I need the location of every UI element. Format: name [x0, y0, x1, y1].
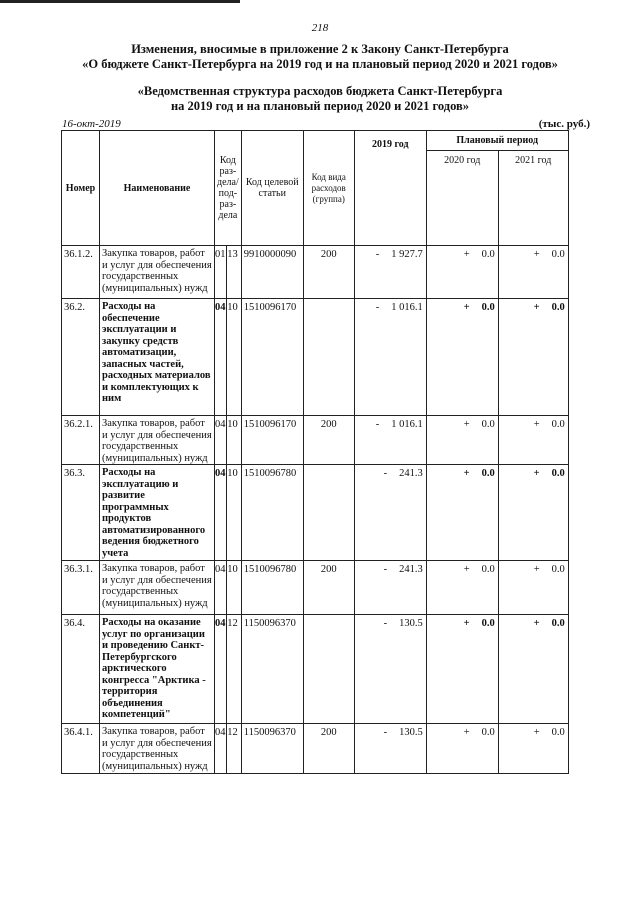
- row-csr: 1510096170: [241, 299, 303, 416]
- table-row: [62, 416, 569, 465]
- row-vr: 200: [303, 561, 354, 615]
- amount-value: 0.0: [551, 468, 565, 479]
- header-vr: Код вида расходов (группа): [303, 131, 354, 246]
- row-vr: [303, 465, 354, 561]
- amount-sign: +: [533, 468, 540, 479]
- row-razdel: 01: [215, 246, 227, 299]
- amount-sign: +: [463, 727, 470, 738]
- row-number: 36.2.: [62, 299, 100, 416]
- row-name: Закупка товаров, работ и услуг для обеспечения государственных (муниципальных) нужд: [100, 416, 215, 465]
- row-number: 36.3.: [62, 465, 100, 561]
- amount-sign: +: [533, 564, 540, 575]
- row-amount-2020: [426, 299, 498, 416]
- row-csr: 1150096370: [241, 615, 303, 724]
- row-podrazdel: 13: [226, 246, 241, 299]
- amount-value: 1 016.1: [391, 419, 423, 430]
- header-2021: 2021 год: [498, 151, 568, 246]
- row-amount-2021: [498, 465, 568, 561]
- amount-sign: -: [375, 419, 380, 430]
- amount-sign: +: [533, 618, 540, 629]
- amount-sign: +: [463, 564, 470, 575]
- row-vr: [303, 615, 354, 724]
- row-number: 36.4.: [62, 615, 100, 724]
- row-amount-2019: [354, 724, 426, 774]
- amount-value: 0.0: [551, 727, 565, 738]
- subheading-line-1: «Ведомственная структура расходов бюджета Санкт-Петербурга: [137, 84, 503, 98]
- amount-sign: +: [463, 618, 470, 629]
- table-row: [62, 561, 569, 615]
- row-razdel: 04: [215, 299, 227, 416]
- amount-sign: -: [383, 564, 388, 575]
- row-csr: 9910000090: [241, 246, 303, 299]
- row-podrazdel: 12: [226, 724, 241, 774]
- scan-edge-line: [0, 0, 240, 3]
- row-razdel: 04: [215, 724, 227, 774]
- row-amount-2019: [354, 299, 426, 416]
- header-razdel: Код раз-дела/ под-раз-дела: [215, 131, 242, 246]
- amount-value: 0.0: [551, 618, 565, 629]
- table-row: [62, 299, 569, 416]
- row-name: Закупка товаров, работ и услуг для обеспечения государственных (муниципальных) нужд: [100, 724, 215, 774]
- table-row: [62, 724, 569, 774]
- row-csr: 1510096780: [241, 465, 303, 561]
- row-name: Закупка товаров, работ и услуг для обеспечения государственных (муниципальных) нужд: [100, 561, 215, 615]
- row-name: Закупка товаров, работ и услуг для обеспечения государственных (муниципальных) нужд: [100, 246, 215, 299]
- row-amount-2021: [498, 416, 568, 465]
- heading-line-1: Изменения, вносимые в приложение 2 к Закону Санкт-Петербурга: [131, 42, 509, 56]
- row-amount-2020: [426, 465, 498, 561]
- document-date: 16-окт-2019: [62, 118, 121, 130]
- amount-value: 0.0: [551, 302, 565, 313]
- amount-value: 130.5: [399, 727, 423, 738]
- header-2020: 2020 год: [426, 151, 498, 246]
- amount-sign: -: [375, 302, 380, 313]
- row-vr: [303, 299, 354, 416]
- row-csr: 1150096370: [241, 724, 303, 774]
- row-amount-2019: [354, 561, 426, 615]
- header-planned-period: Плановый период: [426, 131, 568, 151]
- row-podrazdel: 10: [226, 416, 241, 465]
- amount-sign: +: [463, 302, 470, 313]
- row-podrazdel: 10: [226, 465, 241, 561]
- table-row: [62, 465, 569, 561]
- amount-value: 241.3: [399, 468, 423, 479]
- amount-sign: -: [375, 249, 380, 260]
- row-name: Расходы на эксплуатацию и развитие программных продуктов автоматизированного ведения бюджетного учета: [100, 465, 215, 561]
- document-heading: [0, 42, 640, 72]
- amount-value: 0.0: [481, 419, 495, 430]
- units-label: (тыс. руб.): [538, 118, 590, 130]
- row-amount-2019: [354, 615, 426, 724]
- row-razdel: 04: [215, 561, 227, 615]
- amount-sign: +: [533, 249, 540, 260]
- row-amount-2021: [498, 615, 568, 724]
- amount-sign: -: [383, 727, 388, 738]
- row-vr: 200: [303, 416, 354, 465]
- row-amount-2019: [354, 465, 426, 561]
- amount-value: 0.0: [551, 249, 565, 260]
- table-row: [62, 246, 569, 299]
- heading-line-2: «О бюджете Санкт-Петербурга на 2019 год и на плановый период 2020 и 2021 годов»: [82, 57, 558, 71]
- amount-value: 0.0: [551, 564, 565, 575]
- amount-value: 0.0: [551, 419, 565, 430]
- row-amount-2020: [426, 724, 498, 774]
- header-number: Номер: [62, 131, 100, 246]
- page-number: 218: [311, 22, 329, 34]
- row-amount-2021: [498, 299, 568, 416]
- row-amount-2019: [354, 246, 426, 299]
- amount-sign: +: [463, 419, 470, 430]
- budget-table: [61, 130, 569, 774]
- row-csr: 1510096170: [241, 416, 303, 465]
- amount-value: 0.0: [481, 564, 495, 575]
- amount-sign: +: [463, 468, 470, 479]
- amount-sign: -: [383, 468, 388, 479]
- row-podrazdel: 12: [226, 615, 241, 724]
- amount-value: 1 927.7: [391, 249, 423, 260]
- amount-value: 130.5: [399, 618, 423, 629]
- amount-sign: +: [533, 727, 540, 738]
- row-razdel: 04: [215, 615, 227, 724]
- row-name: Расходы на оказание услуг по организации и проведению Санкт-Петербургского арктического конгресса "Арктика - территория объединения компетенций": [100, 615, 215, 724]
- row-amount-2020: [426, 416, 498, 465]
- row-podrazdel: 10: [226, 561, 241, 615]
- document-subheading: [0, 84, 640, 114]
- amount-sign: -: [383, 618, 388, 629]
- row-amount-2019: [354, 416, 426, 465]
- row-number: 36.1.2.: [62, 246, 100, 299]
- row-razdel: 04: [215, 465, 227, 561]
- amount-value: 0.0: [481, 249, 495, 260]
- row-vr: 200: [303, 246, 354, 299]
- header-2019: 2019 год: [354, 131, 426, 246]
- row-razdel: 04: [215, 416, 227, 465]
- subheading-line-2: на 2019 год и на плановый период 2020 и 2021 годов»: [170, 99, 470, 113]
- row-vr: 200: [303, 724, 354, 774]
- amount-sign: +: [533, 302, 540, 313]
- row-amount-2020: [426, 246, 498, 299]
- row-amount-2020: [426, 615, 498, 724]
- table-row: [62, 615, 569, 724]
- amount-sign: +: [533, 419, 540, 430]
- header-csr: Код целевой статьи: [241, 131, 303, 246]
- row-csr: 1510096780: [241, 561, 303, 615]
- amount-value: 1 016.1: [391, 302, 423, 313]
- row-amount-2021: [498, 246, 568, 299]
- row-number: 36.4.1.: [62, 724, 100, 774]
- amount-value: 0.0: [481, 618, 495, 629]
- amount-value: 241.3: [399, 564, 423, 575]
- amount-value: 0.0: [481, 468, 495, 479]
- amount-sign: +: [463, 249, 470, 260]
- amount-value: 0.0: [481, 302, 495, 313]
- row-number: 36.3.1.: [62, 561, 100, 615]
- row-number: 36.2.1.: [62, 416, 100, 465]
- row-amount-2021: [498, 561, 568, 615]
- row-amount-2021: [498, 724, 568, 774]
- amount-value: 0.0: [481, 727, 495, 738]
- row-podrazdel: 10: [226, 299, 241, 416]
- header-name: Наименование: [100, 131, 215, 246]
- row-name: Расходы на обеспечение эксплуатации и закупку средств автоматизации, запасных частей, расходных материалов и комплектующих к ним: [100, 299, 215, 416]
- row-amount-2020: [426, 561, 498, 615]
